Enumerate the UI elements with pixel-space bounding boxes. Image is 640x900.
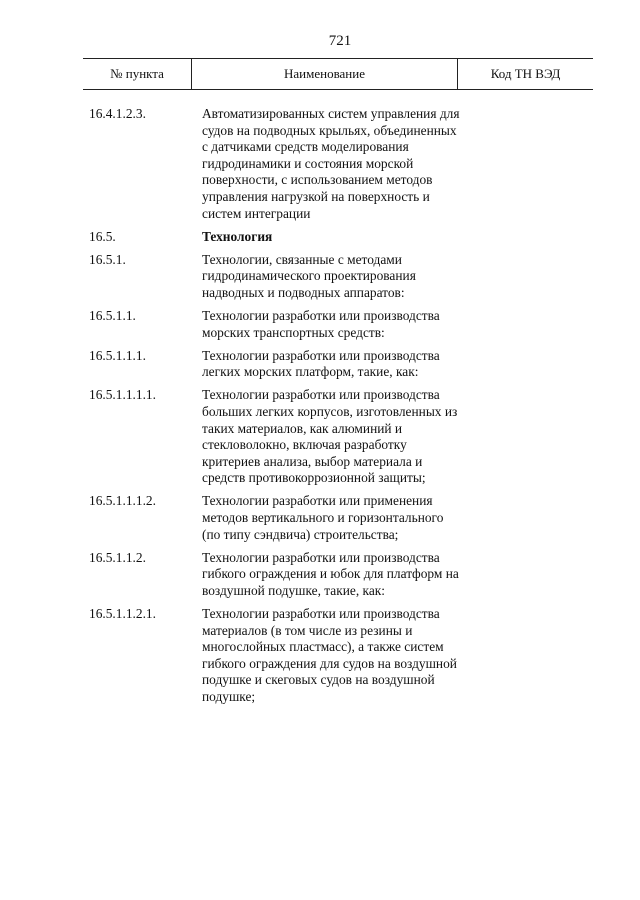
row-text: Технологии разработки или производства больших легких корпусов, изготовленных из таких материалов, как алюминий и стекловолокно, включая разработку критериев анализа, выбор материала и средств противокоррозионной защиты; — [202, 387, 458, 486]
row-text: Технологии разработки или производства легких морских платформ, такие, как: — [202, 347, 440, 380]
header-col-name: Наименование — [192, 59, 458, 89]
table-header — [83, 58, 593, 90]
table-body — [89, 106, 589, 712]
row-text: Автоматизированных систем управления для судов на подводных крыльях, объединенных с датчиками средств моделирования гидродинамики и состояния морской поверхности, с использованием методов управления нагрузкой на поверхность и систем интеграции — [202, 106, 460, 221]
row-number: 16.5. — [89, 228, 116, 244]
row-number: 16.5.1.1.1. — [89, 347, 146, 363]
row-text: Технология — [202, 228, 273, 244]
table-row — [89, 308, 589, 341]
row-number: 16.4.1.2.3. — [89, 106, 146, 121]
header-col-number: № пункта — [83, 59, 192, 89]
page-number: 721 — [328, 33, 352, 49]
row-number: 16.5.1. — [89, 251, 126, 267]
row-number: 16.5.1.1.2.1. — [89, 606, 156, 622]
row-number: 16.5.1.1.1.1. — [89, 387, 156, 403]
row-text: Технологии разработки или производства материалов (в том числе из резины и многослойных пластмасс), а также систем гибкого ограждения для судов на воздушной подушке и скеговых судов на воздушной подушке; — [202, 606, 457, 704]
row-text: Технологии разработки или производства морских транспортных средств: — [202, 308, 440, 340]
row-number: 16.5.1.1.1.2. — [89, 493, 156, 509]
header-col-code: Код ТН ВЭД — [490, 66, 561, 81]
row-text: Технологии, связанные с методами гидродинамического проектирования надводных и подводных аппаратов: — [202, 251, 416, 300]
table-row — [89, 348, 589, 381]
table-row — [89, 550, 589, 600]
table-row — [89, 229, 589, 246]
row-text: Технологии разработки или производства гибкого ограждения и юбок для платформ на воздушной подушке, такие, как: — [202, 549, 459, 598]
table-row — [89, 493, 589, 543]
row-text: Технологии разработки или применения методов вертикального и горизонтального (по типу сэндвича) строительства; — [202, 493, 444, 542]
row-number: 16.5.1.1.2. — [89, 549, 146, 565]
table-row — [89, 106, 589, 222]
row-number: 16.5.1.1. — [89, 308, 136, 324]
table-row — [89, 252, 589, 302]
table-row — [89, 387, 589, 487]
table-row — [89, 606, 589, 706]
